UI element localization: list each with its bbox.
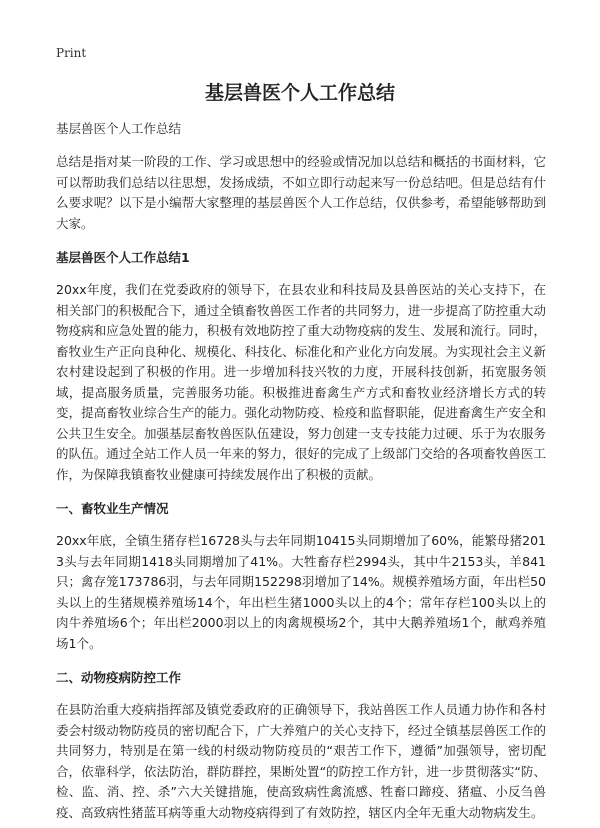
epidemic-paragraph: 在县防治重大疫病指挥部及镇党委政府的正确领导下，我站兽医工作人员通力协作和各村委会村级动物防疫员的密切配合下，广大养殖户的关心支持下，经过全镇基层兽医工作的共同努力，特别是在第一线的村级动物防疫员的“艰苦工作下，遵循”加强领导，密切配合，依靠科学，依法防治，群防群控，果断处置“的防控工作方针，进一步贯彻落实“防、检、监、消、控、杀”六大关键措施，使高致病性禽流感、牲畜口蹄疫、猪瘟、小反刍兽疫、高致病性猪蓝耳病等重大动物疫病得到了有效防控，辖区内全年无重大动物病发生。: [56, 702, 546, 820]
document-body: [56, 152, 546, 823]
section-heading-summary-1: 基层兽医个人工作总结1: [56, 250, 190, 265]
section-heading-epidemic: 二、动物疫病防控工作: [56, 670, 182, 685]
document-subtitle: 基层兽医个人工作总结: [56, 121, 182, 136]
intro-paragraph: 总结是指对某一阶段的工作、学习或思想中的经验或情况加以总结和概括的书面材料，它可以帮助我们总结以往思想，发扬成绩，不如立即行动起来写一份总结吧。但是总结有什么要求呢？以下是小编帮大家整理的基层兽医个人工作总结，仅供参考，希望能够帮助到大家。: [56, 154, 546, 231]
document-title: 基层兽医个人工作总结: [204, 82, 395, 104]
production-paragraph: 20xx年底，全镇生猪存栏16728头与去年同期10415头同期增加了60%，能繁母猪2013头与去年同期1418头同期增加了41%。大牲畜存栏2994头，其中牛2153头，羊841只；禽存笼173786羽，与去年同期152298羽增加了14%。规模养殖场方面，年出栏50头以上的生猪规模养殖场14个，年出栏生猪1000头以上的4个；常年存栏100头以上的肉牛养殖场6个；年出栏2000羽以上的肉禽规模场2个，其中大鹅养殖场1个，献鸡养殖场1个。: [56, 533, 546, 651]
summary-1-paragraph: 20xx年度，我们在党委政府的领导下，在县农业和科技局及县兽医站的关心支持下，在相关部门的积极配合下，通过全镇畜牧兽医工作者的共同努力，进一步提高了防控重大动物疫病和应急处置的能力，积极有效地防控了重大动物疫病的发生、发展和流行。同时，畜牧业生产正向良种化、规模化、科技化、标准化和产业化方向发展。为实现社会主义新农村建设起到了积极的作用。进一步增加科技兴牧的力度，开展科技创新，拓宽服务领域，提高服务质量，完善服务功能。积极推进畜禽生产方式和畜牧业经济增长方式的转变，提高畜牧业综合生产的能力。强化动物防疫、检疫和监督职能，促进畜禽生产安全和公共卫生安全。加强基层畜牧兽医队伍建设，努力创建一支专技能力过硬、乐于为农服务的队伍。通过全站工作人员一年来的努力，很好的完成了上级部门交给的各项畜牧兽医工作，为保障我镇畜牧业健康可持续发展作出了积极的贡献。: [56, 282, 546, 482]
section-heading-production: 一、畜牧业生产情况: [56, 501, 169, 516]
print-link[interactable]: Print: [56, 46, 87, 60]
